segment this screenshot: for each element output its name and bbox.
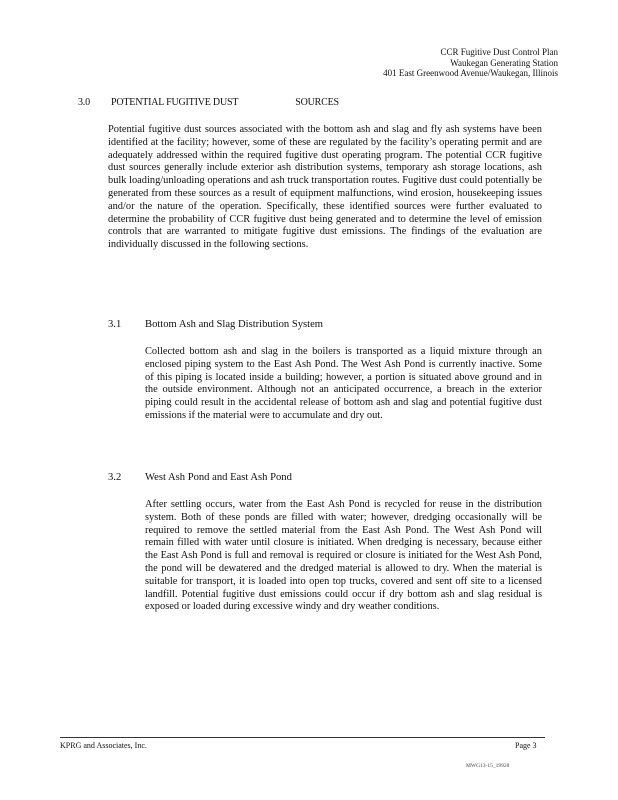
subsection-number: 3.2	[108, 472, 122, 483]
header-address: 401 East Greenwood Avenue/Waukegan, Illinois	[383, 68, 558, 78]
section-heading	[78, 97, 339, 108]
footer-document-code: MWG13-15_19928	[466, 763, 510, 769]
footer-page-number: Page 3	[515, 741, 537, 750]
footer-divider	[60, 737, 545, 738]
document-header	[383, 47, 558, 79]
subsection-heading-3-1	[108, 319, 323, 330]
footer-company: KPRG and Associates, Inc.	[60, 741, 147, 750]
section-title-part-a: POTENTIAL FUGITIVE DUST	[111, 97, 239, 108]
header-plan-title: CCR Fugitive Dust Control Plan	[440, 47, 558, 57]
section-intro-paragraph: Potential fugitive dust sources associated with the bottom ash and slag and fly ash systems have been identified at the facility; however, some of these are regulated by the facility’s operating permit and are adequately addressed within the required fugitive dust operating program. The potential CCR fugitive dust sources generally include exterior ash distribution systems, temporary ash storage locations, ash bulk loading/unloading operations and ash truck transportation routes. Fugitive dust could potentially be generated from these sources as a result of equipment malfunctions, wind erosion, housekeeping issues and/or the nature of the operation. Specifically, these identified sources were further evaluated to determine the probability of CCR fugitive dust being generated and to determine the level of emission controls that are warranted to mitigate fugitive dust emissions. The findings of the evaluation are individually discussed in the following sections.	[108, 124, 542, 251]
subsection-title: Bottom Ash and Slag Distribution System	[145, 319, 324, 330]
subsection-heading-3-2	[108, 472, 292, 483]
header-station-name: Waukegan Generating Station	[450, 57, 558, 68]
subsection-title: West Ash Pond and East Ash Pond	[145, 472, 292, 483]
subsection-number: 3.1	[108, 319, 122, 330]
subsection-paragraph-3-2: After settling occurs, water from the East Ash Pond is recycled for reuse in the distribution system. Both of these ponds are filled with water; however, dredging occasionally will be required to remove the settled material from the East Ash Pond. The West Ash Pond will remain filled with water until closure is initiated. When dredging is necessary, because either the East Ash Pond is full and removal is required or closure is initiated for the West Ash Pond, the pond will be dewatered and the dredged material is allowed to dry. When the material is suitable for transport, it is loaded into open top trucks, covered and sent off site to a licensed landfill. Potential fugitive dust emissions could occur if dry bottom ash and slag residual is exposed or loaded during excessive windy and dry weather conditions.	[145, 499, 542, 613]
section-number: 3.0	[78, 97, 90, 108]
subsection-paragraph-3-1: Collected bottom ash and slag in the boilers is transported as a liquid mixture through an enclosed piping system to the East Ash Pond. The West Ash Pond is currently inactive. Some of this piping is located inside a building; however, a portion is situated above ground and in the outside environment. Although not an anticipated occurrence, a breach in the exterior piping could result in the accidental release of bottom ash and slag and potential fugitive dust emissions if the material were to accumulate and dry out.	[145, 346, 542, 421]
section-title-part-b: SOURCES	[295, 97, 339, 108]
